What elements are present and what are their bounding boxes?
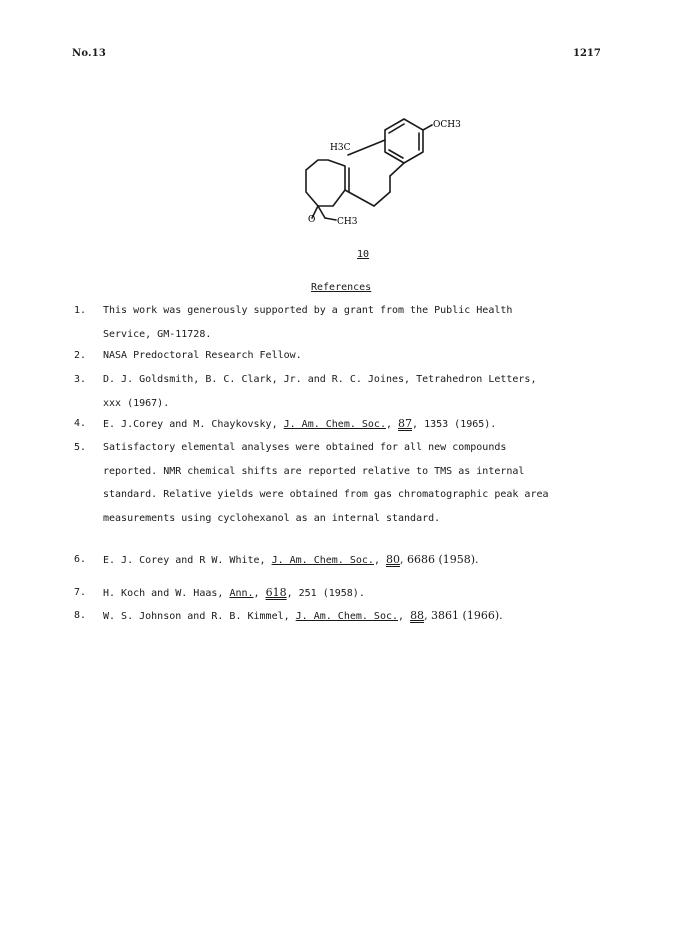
journal-name: J. Am. Chem. Soc. [271, 555, 374, 566]
reference-line: Satisfactory elemental analyses were obtained for all new compounds [103, 442, 507, 453]
separator: , [253, 588, 266, 599]
reference-number: 2. [74, 350, 87, 361]
reference-pages-year: , 1353 (1965). [412, 419, 497, 430]
reference-line: measurements using cyclohexanol as an internal standard. [103, 512, 441, 524]
reference-line: reported. NMR chemical shifts are reported relative to TMS as internal [103, 465, 525, 477]
reference-number: 8. [74, 610, 87, 621]
separator: , [385, 419, 399, 430]
reference-authors: E. J. Corey and R W. White, [103, 555, 272, 566]
journal-name: Ann. [229, 588, 254, 599]
reference-authors: E. J.Corey and M. Chaykovsky, [103, 419, 284, 430]
reference-line: Service, GM-11728. [103, 328, 212, 340]
reference-authors: W. S. Johnson and R. B. Kimmel, [103, 611, 296, 622]
methoxy-label: OCH3 [433, 120, 461, 130]
volume-number: 618 [265, 586, 287, 599]
reference-line: This work was generously supported by a grant from the Public Health [103, 305, 513, 316]
journal-issue: No.13 [72, 48, 107, 59]
reference-number: 6. [74, 554, 87, 565]
epoxide-oxygen-label: O [308, 215, 316, 225]
reference-line: D. J. Goldsmith, B. C. Clark, Jr. and R. C. Joines, Tetrahedron Letters, [103, 374, 537, 385]
reference-number: 3. [74, 374, 87, 385]
compound-number: 10 [357, 249, 370, 260]
volume-number: 80 [385, 553, 400, 566]
reference-pages-year: , 251 (1958). [286, 588, 365, 599]
reference-number: 7. [74, 587, 87, 598]
chemical-structure-10 [290, 110, 480, 240]
volume-number: 87 [398, 417, 413, 430]
journal-name: J. Am. Chem. Soc. [295, 611, 399, 622]
reference-line: NASA Predoctoral Research Fellow. [103, 350, 302, 361]
reference-line: standard. Relative yields were obtained from gas chromatographic peak area [103, 489, 549, 500]
references-heading: References [311, 282, 372, 293]
volume-number: 88 [410, 609, 425, 622]
reference-authors: H. Koch and W. Haas, [103, 588, 230, 599]
separator: , [398, 611, 411, 622]
reference-number: 1. [74, 305, 87, 316]
reference-line: xxx (1967). [103, 397, 170, 409]
reference-number: 4. [74, 418, 87, 429]
reference-pages-year: , 6686 (1958). [399, 553, 479, 566]
page-number: 1217 [573, 48, 601, 59]
reference-number: 5. [74, 442, 87, 453]
methyl-bottom-label: CH3 [337, 217, 358, 227]
methyl-top-label: H3C [330, 143, 351, 153]
reference-pages-year: , 3861 (1966). [424, 609, 503, 622]
journal-name: J. Am. Chem. Soc. [283, 419, 386, 430]
separator: , [373, 555, 386, 566]
aromatic-ring [385, 119, 423, 163]
